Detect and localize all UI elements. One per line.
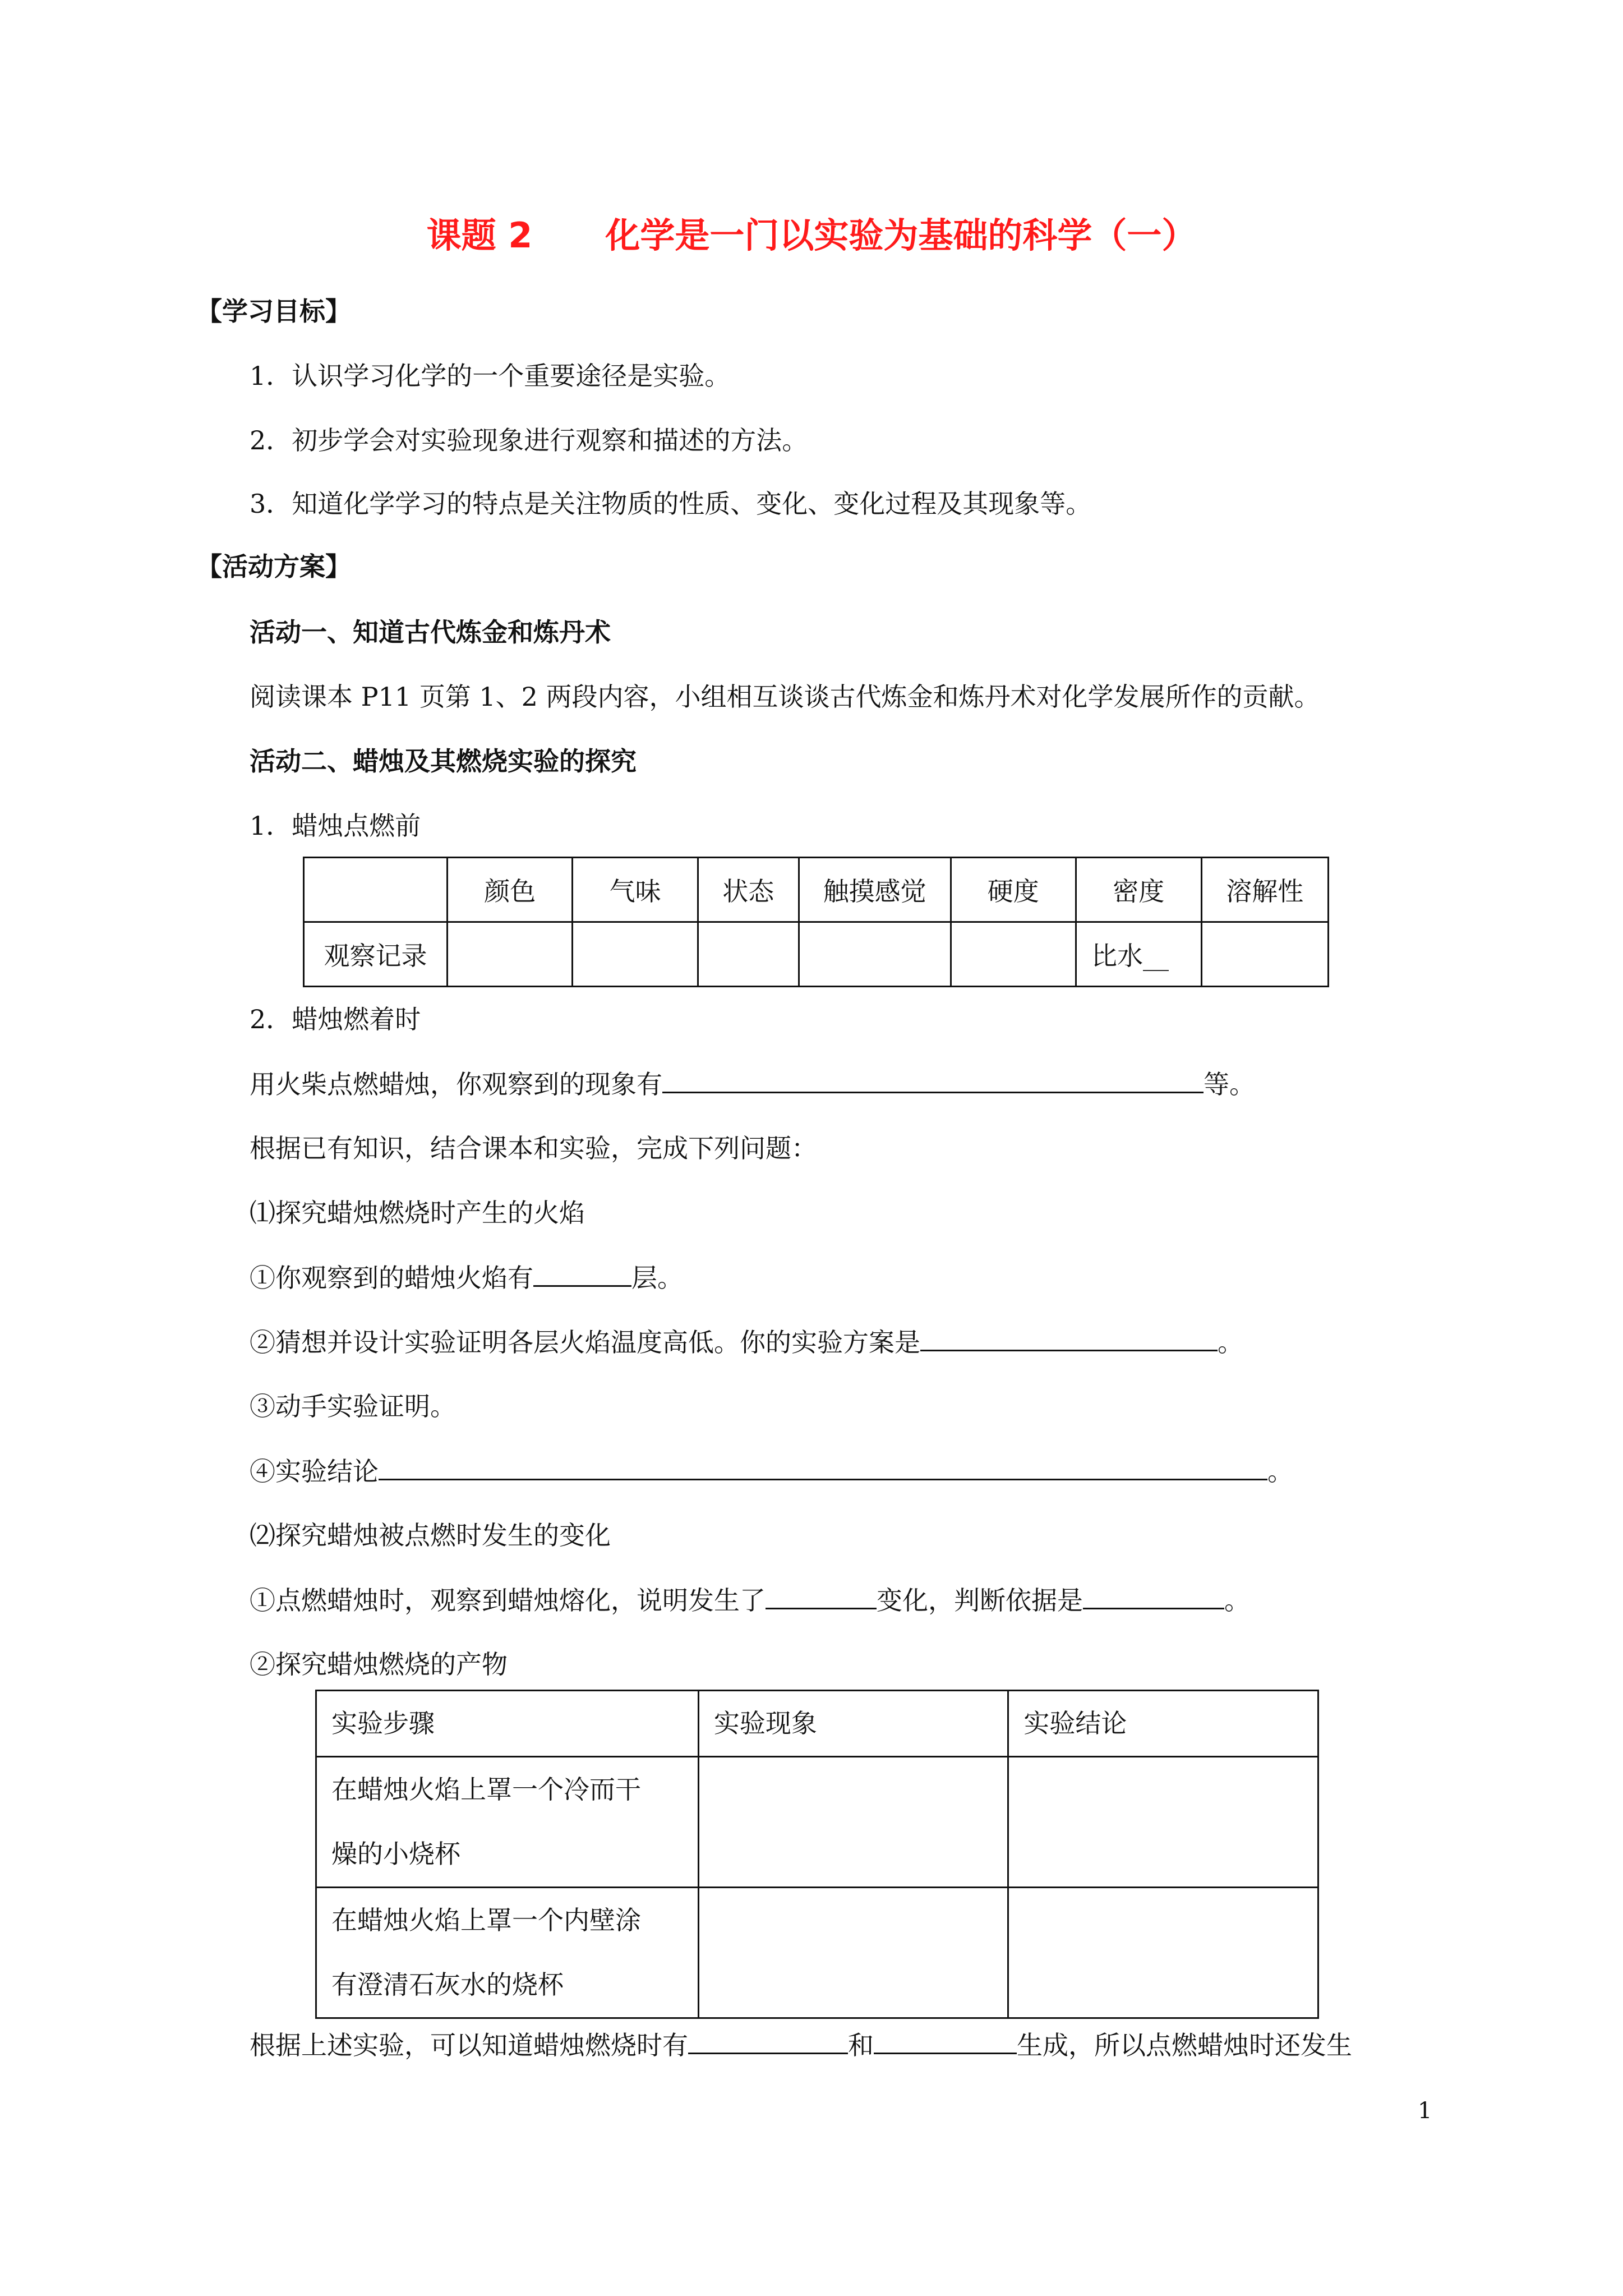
step-text: 燥的小烧杯 (331, 1839, 460, 1869)
title-topic: 化学是一门以实验为基础的科学（一） (605, 215, 1197, 256)
answer-blank[interactable] (533, 1260, 631, 1287)
objectives-heading: 【学习目标】 (196, 296, 351, 326)
question-text: 和 (848, 2030, 874, 2060)
step-text: 有澄清石灰水的烧杯 (331, 1970, 564, 2000)
answer-cell[interactable] (799, 922, 951, 987)
table-header-cell: 实验结论 (1008, 1691, 1318, 1757)
page-number: 1 (1418, 2098, 1432, 2124)
step-cell (316, 1757, 699, 1888)
answer-blank[interactable] (688, 2028, 848, 2054)
answer-blank[interactable] (920, 1325, 1218, 1351)
page-title (0, 208, 1623, 257)
question-text: 层。 (631, 1263, 683, 1293)
candle-properties-table (303, 857, 1329, 987)
question-text: 等。 (1204, 1069, 1255, 1099)
final-question (250, 2028, 1352, 2062)
table-header-cell: 气味 (573, 858, 698, 922)
table-header-row (316, 1691, 1318, 1757)
section-while-burning: 2．蜡烛燃着时 (250, 1004, 421, 1034)
answer-blank[interactable] (379, 1454, 1267, 1480)
plan-heading: 【活动方案】 (196, 551, 351, 582)
answer-cell[interactable] (573, 922, 698, 987)
step-text: 在蜡烛火焰上罩一个冷而干 (331, 1774, 641, 1805)
table-header-cell: 硬度 (951, 858, 1076, 922)
table-header-cell: 触摸感觉 (799, 858, 951, 922)
answer-blank[interactable] (766, 1583, 877, 1609)
question-text: 。 (1224, 1585, 1250, 1616)
table-header-cell: 实验现象 (698, 1691, 1008, 1757)
answer-cell[interactable] (1008, 1888, 1318, 2018)
question-melting (250, 1583, 1250, 1617)
table-row (304, 922, 1329, 987)
objective-3: 3．知道化学学习的特点是关注物质的性质、变化、变化过程及其现象等。 (250, 489, 1092, 519)
table-row (316, 1888, 1318, 2018)
question-products: ②探究蜡烛燃烧的产物 (250, 1649, 508, 1680)
question-text: 根据上述实验，可以知道蜡烛燃烧时有 (250, 2030, 688, 2060)
activity2-heading: 活动二、蜡烛及其燃烧实验的探究 (250, 746, 637, 776)
table-header-cell: 颜色 (448, 858, 573, 922)
combustion-products-table (315, 1690, 1319, 2019)
question-text: 。 (1218, 1327, 1243, 1358)
answer-cell[interactable] (698, 922, 799, 987)
table-row (316, 1757, 1318, 1888)
section-before-lighting: 1．蜡烛点燃前 (250, 811, 421, 841)
answer-cell[interactable] (448, 922, 573, 987)
part1-heading: ⑴探究蜡烛燃烧时产生的火焰 (250, 1198, 585, 1228)
activity1-heading: 活动一、知道古代炼金和炼丹术 (250, 617, 611, 647)
answer-cell[interactable]: 比水__ (1076, 922, 1201, 987)
question-hands-on: ③动手实验证明。 (250, 1391, 456, 1421)
table-cell (304, 858, 448, 922)
question-flame-layers (250, 1260, 683, 1295)
answer-cell[interactable] (1201, 922, 1328, 987)
step-text: 在蜡烛火焰上罩一个内壁涂 (331, 1905, 641, 1935)
objective-2: 2．初步学会对实验现象进行观察和描述的方法。 (250, 425, 808, 455)
answer-blank[interactable] (874, 2028, 1017, 2054)
question-observe (250, 1067, 1255, 1101)
question-text: 变化，判断依据是 (877, 1585, 1083, 1616)
row-label-cell: 观察记录 (304, 922, 448, 987)
title-lesson: 课题 2 (426, 215, 533, 256)
question-text: 。 (1267, 1456, 1293, 1487)
question-text: ①你观察到的蜡烛火焰有 (250, 1263, 533, 1293)
answer-cell[interactable] (1008, 1757, 1318, 1888)
objective-1: 1．认识学习化学的一个重要途径是实验。 (250, 361, 731, 391)
answer-cell[interactable] (951, 922, 1076, 987)
answer-blank[interactable] (1083, 1583, 1224, 1609)
table-header-cell: 溶解性 (1201, 858, 1328, 922)
answer-cell[interactable] (698, 1757, 1008, 1888)
question-text: 用火柴点燃蜡烛，你观察到的现象有 (250, 1069, 662, 1099)
table-header-cell: 密度 (1076, 858, 1201, 922)
question-text: ④实验结论 (250, 1456, 379, 1487)
step-cell (316, 1888, 699, 2018)
answer-cell[interactable] (698, 1888, 1008, 2018)
part2-heading: ⑵探究蜡烛被点燃时发生的变化 (250, 1520, 611, 1550)
table-header-cell: 状态 (698, 858, 799, 922)
question-experiment-plan (250, 1325, 1243, 1359)
question-text: 生成，所以点燃蜡烛时还发生 (1017, 2030, 1352, 2060)
question-conclusion (250, 1454, 1293, 1488)
intro-text: 根据已有知识，结合课本和实验，完成下列问题： (250, 1133, 817, 1163)
table-header-cell: 实验步骤 (316, 1691, 699, 1757)
question-text: ①点燃蜡烛时，观察到蜡烛熔化，说明发生了 (250, 1585, 766, 1616)
question-text: ②猜想并设计实验证明各层火焰温度高低。你的实验方案是 (250, 1327, 920, 1358)
table-header-row (304, 858, 1329, 922)
answer-blank[interactable] (662, 1067, 1204, 1093)
activity1-text: 阅读课本 P11 页第 1、2 两段内容，小组相互谈谈古代炼金和炼丹术对化学发展所作的贡献。 (250, 682, 1320, 712)
